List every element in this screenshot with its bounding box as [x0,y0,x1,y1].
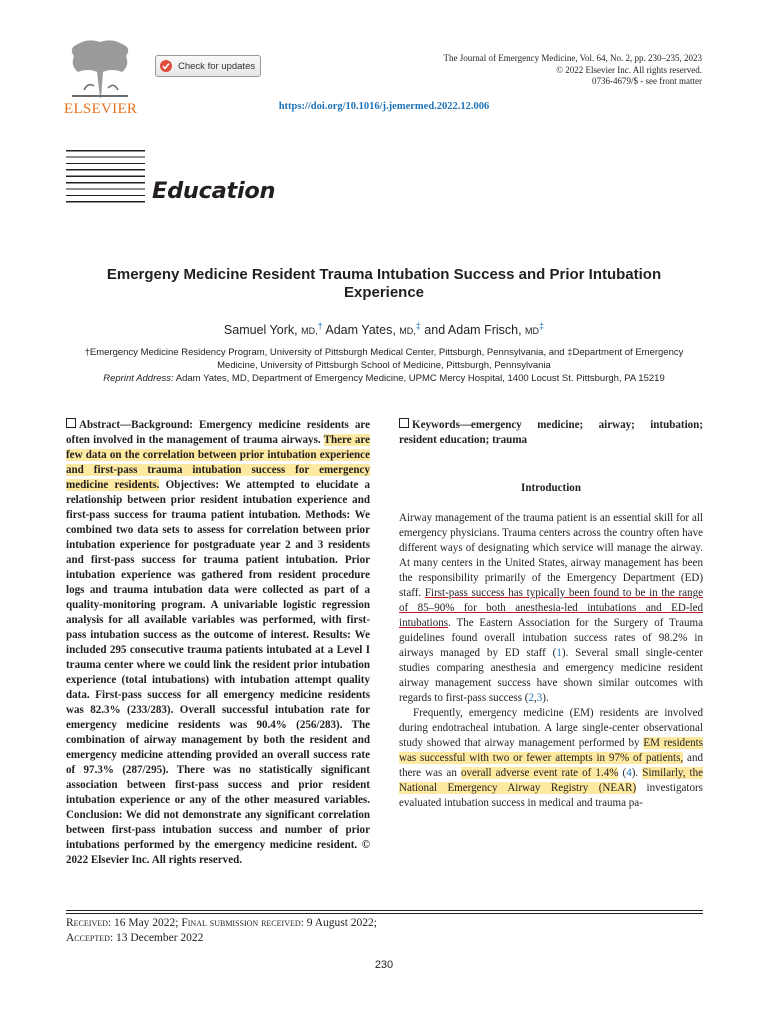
check-updates-icon [159,59,173,73]
received-date: 16 May 2022; [113,917,179,929]
reprint-text: Adam Yates, MD, Department of Emergency Medicine, UPMC Mercy Hospital, 1400 Locust St. Pittsburgh, PA 15219 [175,373,665,384]
reference-link[interactable]: 2 [528,692,534,704]
journal-line-2: © 2022 Elsevier Inc. All rights reserved. [556,64,702,75]
journal-line-3: 0736-4679/$ - see front matter [592,76,702,86]
text-run: and there was an [399,752,703,779]
text-run: , [534,692,537,704]
dates-line-1 [66,916,377,931]
section-heading: Education [152,178,276,204]
author-name: Samuel York, [223,323,298,338]
keywords [399,418,703,448]
footer-rule [66,910,703,911]
reference-link[interactable]: 4 [626,767,632,779]
journal-line-1: The Journal of Emergency Medicine, Vol. 64, No. 2, pp. 230–235, 2023 [443,53,702,63]
footer-rule [66,913,703,914]
author-degree: MD [525,326,540,337]
text-run: ). [631,767,639,779]
doi-link[interactable]: https://doi.org/10.1016/j.jemermed.2022.12.006 [278,101,490,112]
author-degree: MD, [301,326,318,337]
author-name: Adam Yates, [325,323,396,338]
affiliation-mark[interactable]: † [317,321,323,331]
article-title: Emergeny Medicine Resident Trauma Intubation Success and Prior Intubation Experience [106,266,662,301]
keywords-box-icon [399,418,409,428]
text-run: ). [542,692,549,704]
doi [0,96,768,114]
reference-link[interactable]: 3 [536,692,543,704]
keywords-text: Keywords—emergency medicine; airway; intubation; resident education; trauma [399,419,703,446]
abstract-lead: Abstract—Background: Emergency medicine residents are often involved in the management of trauma airways. [66,419,370,446]
text-run: ( [622,767,627,779]
check-updates-label: Check for updates [178,60,256,72]
affiliation-text: †Emergency Medicine Residency Program, University of Pittsburgh Medical Center, Pittsburgh, Pennsylvania, and ‡Department of Emergency Medicine, University of Pittsburgh School of Medicine, Pittsburgh, Pennsylvania [84,347,684,371]
highlight-passage: EM residents was successful with two or fewer attempts in 97% of patients, [399,737,703,764]
reprint-label: Reprint Address: [103,373,174,384]
abstract-highlight: There are few data on the correlation between prior intubation experience and first-pass trauma intubation success for emergency medicine residents. [66,434,370,491]
author-list [0,321,768,337]
dates-line-2 [66,931,377,946]
affiliation-mark[interactable]: ‡ [539,321,545,331]
final-label: Final submission received: [181,917,304,929]
abstract-box-icon [66,418,76,428]
page-number: 230 [374,959,394,971]
underlined-passage: First-pass success has typically been found to be in the range of 85–90% for both anesthesia-led intubations and ED-led intubations [399,587,704,629]
check-for-updates-button[interactable] [155,55,261,77]
right-column [399,418,703,811]
author-degree: MD, [399,326,416,337]
received-label: Received: [66,917,112,929]
text-run: Airway management of the trauma patient is an essential skill for all emergency physicians. Trauma centers across the country often have different ways of designating which service will manage the airway. At many centers in the United States, airway management has been the responsibility primarily of the Emergency Department (ED) staff. [399,512,703,599]
text-run: investigators evaluated intubation success in medical and trauma pa- [399,782,703,809]
text-run: ). Several small single-center studies comparing anesthesia and emergency medicine resident airway management success have shown similar outcomes with regards to first-pass success ( [399,647,703,704]
affiliation-mark[interactable]: ‡ [415,321,421,331]
affiliations [66,346,702,385]
abstract-rest: Objectives: We attempted to elucidate a relationship between prior resident intubation experience and first-pass success for trauma patient intubation. Methods: We combined two data sets to assess for correlation between prior intubation experience for postgraduate year 2 and 3 residents and first-pass success for trauma patient intubation. Prior intubation experience was gathered from resident procedure logs and trauma intubation data were collected as part of a quality-monitoring program. A univariable logistic regression analysis for all available variables was performed, with first-pass intubation success as the outcome of interest. Results: We included 295 consecutive trauma patients intubated at a Level I trauma center where we could link the resident prior intubation experience (total intubations) with intubation attempt quality data. First-pass success for all emergency medicine residents was 82.3% (233/283). Overall successful intubation rate for emergency medicine residents was 90.4% (256/283). The combination of airway management by both the resident and emergency medicine attending provided an overall success rate of 97.3% (287/295). There was no statistically significant association between first-pass success and prior resident intubation experience or any of the other measured variables. Conclusion: We did not demonstrate any significant correlation between first-pass intubation success and number of prior intubations performed by the emergency medicine resident. © 2022 Elsevier Inc. All rights reserved. [66,479,370,866]
accepted-label: Accepted: [66,932,114,944]
highlight-passage: overall adverse event rate of 1.4% [460,767,619,779]
intro-paragraph-1 [399,511,703,706]
journal-citation [444,53,702,88]
reprint-address [66,372,702,385]
intro-paragraph-2 [399,706,703,811]
author-name: and Adam Frisch, [424,323,522,338]
reference-link[interactable]: 1 [556,647,562,659]
text-run: Frequently, emergency medicine (EM) residents are involved during endotracheal intubation. A large single-center observational study showed that airway management performed by [399,707,703,749]
abstract [66,418,370,868]
final-date: 9 August 2022; [306,917,378,929]
dates [66,916,377,946]
highlight-passage: Similarly, the National Emergency Airway Registry (NEAR) [399,767,704,794]
text-run: . The Eastern Association for the Surgery of Trauma guidelines found overall intubation success rates of 98.2% in airways managed by ED staff ( [399,617,703,659]
accepted-date: 13 December 2022 [115,932,204,944]
introduction-heading: Introduction [521,482,581,494]
section-hatch-decoration [66,150,145,204]
publisher-name: ELSEVIER [64,101,138,117]
